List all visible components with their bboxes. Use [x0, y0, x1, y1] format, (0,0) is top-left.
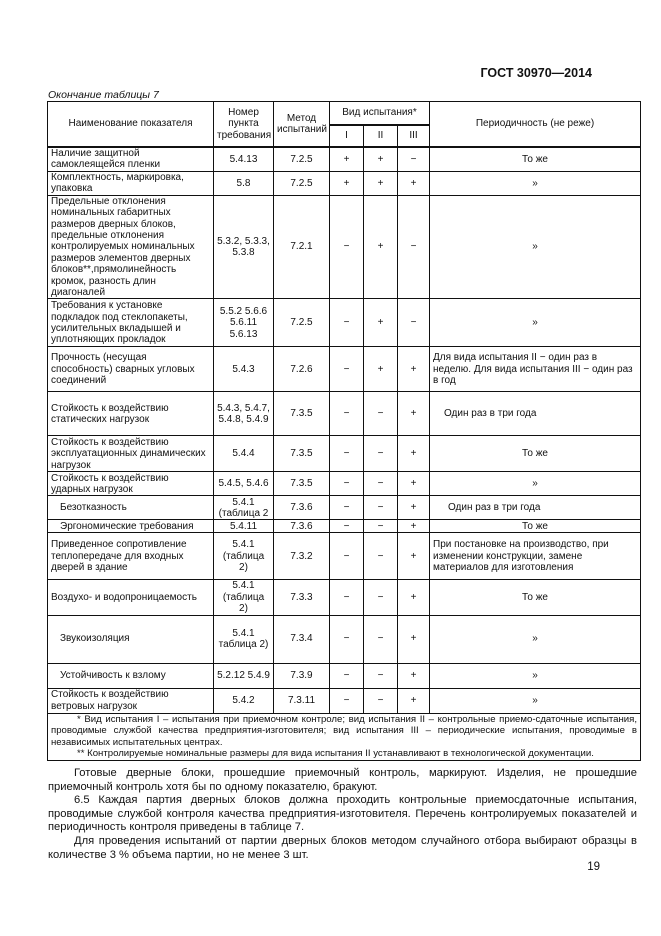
- cell-type-ii: −: [364, 436, 398, 472]
- cell-type-ii: +: [364, 147, 398, 171]
- cell-method: 7.3.6: [274, 520, 330, 533]
- cell-type-i: +: [330, 147, 364, 171]
- header-method: Метод испытаний: [274, 102, 330, 148]
- cell-type-i: −: [330, 496, 364, 520]
- cell-clause: 5.4.3, 5.4.7, 5.4.8, 5.4.9: [214, 392, 274, 436]
- cell-type-ii: −: [364, 615, 398, 663]
- cell-type-i: −: [330, 615, 364, 663]
- cell-type-i: −: [330, 195, 364, 299]
- cell-name: Комплектность, маркировка, упаковка: [48, 171, 214, 195]
- cell-periodicity: То же: [430, 436, 641, 472]
- table-7: [47, 101, 641, 761]
- cell-name: Прочность (несущая способность) сварных угловых соединений: [48, 347, 214, 392]
- cell-type-iii: −: [398, 195, 430, 299]
- cell-periodicity: »: [430, 195, 641, 299]
- cell-type-ii: −: [364, 496, 398, 520]
- cell-method: 7.2.6: [274, 347, 330, 392]
- cell-clause: 5.4.1 (таблица 2): [214, 533, 274, 580]
- header-name: Наименование показателя: [48, 102, 214, 148]
- cell-method: 7.3.5: [274, 436, 330, 472]
- cell-method: 7.3.4: [274, 615, 330, 663]
- cell-periodicity: »: [430, 688, 641, 713]
- cell-periodicity: »: [430, 663, 641, 688]
- cell-type-i: +: [330, 171, 364, 195]
- body-text: [48, 767, 637, 862]
- table-row: [48, 615, 641, 663]
- table-row: [48, 171, 641, 195]
- cell-name: Наличие защитной самоклеящейся пленки: [48, 147, 214, 171]
- cell-periodicity: »: [430, 472, 641, 496]
- note-nominal-sizes: ** Контролируемые номинальные размеры для вида испытания II устанавливают в технологической документации.: [77, 748, 594, 760]
- cell-clause: 5.4.1 (таблица 2: [214, 496, 274, 520]
- cell-method: 7.3.2: [274, 533, 330, 580]
- cell-method: 7.2.5: [274, 171, 330, 195]
- cell-type-ii: −: [364, 520, 398, 533]
- cell-clause: 5.5.2 5.6.6 5.6.11 5.6.13: [214, 299, 274, 347]
- table-row: [48, 195, 641, 299]
- cell-method: 7.3.11: [274, 688, 330, 713]
- cell-name: Воздухо- и водопроницаемость: [48, 580, 214, 615]
- cell-periodicity: То же: [430, 520, 641, 533]
- cell-type-i: −: [330, 663, 364, 688]
- cell-type-i: −: [330, 436, 364, 472]
- cell-periodicity: То же: [430, 147, 641, 171]
- cell-periodicity: При постановке на производство, при изменении конструкции, замене материалов для изготовления: [430, 533, 641, 580]
- cell-type-iii: +: [398, 533, 430, 580]
- cell-clause: 5.4.2: [214, 688, 274, 713]
- cell-type-ii: −: [364, 533, 398, 580]
- cell-type-ii: −: [364, 688, 398, 713]
- cell-name: Стойкость к воздействию ударных нагрузок: [48, 472, 214, 496]
- table-row: [48, 688, 641, 713]
- cell-type-iii: +: [398, 688, 430, 713]
- cell-type-ii: −: [364, 663, 398, 688]
- standard-number: ГОСТ 30970—2014: [480, 66, 592, 80]
- cell-name: Предельные отклонения номинальных габаритных размеров дверных блоков, предельные отклонения контролируемых номинальных размеров элементов дверных блоков**,прямолинейность кромок, разность длин диагоналей: [48, 195, 214, 299]
- table-row: [48, 520, 641, 533]
- cell-clause: 5.4.4: [214, 436, 274, 472]
- table-row: [48, 663, 641, 688]
- cell-name: Стойкость к воздействию ветровых нагрузок: [48, 688, 214, 713]
- table-caption: Окончание таблицы 7: [48, 89, 159, 101]
- cell-type-iii: +: [398, 392, 430, 436]
- cell-type-iii: +: [398, 472, 430, 496]
- cell-name: Безотказность: [48, 496, 214, 520]
- cell-type-i: −: [330, 472, 364, 496]
- header-type-ii: II: [364, 125, 398, 147]
- cell-periodicity: Для вида испытания II − один раз в неделю. Для вида испытания III − один раз в год: [430, 347, 641, 392]
- cell-clause: 5.4.11: [214, 520, 274, 533]
- cell-method: 7.3.9: [274, 663, 330, 688]
- table-row: [48, 147, 641, 171]
- cell-name: Устойчивость к взлому: [48, 663, 214, 688]
- cell-name: Эргономические требования: [48, 520, 214, 533]
- cell-type-iii: +: [398, 171, 430, 195]
- cell-method: 7.2.5: [274, 299, 330, 347]
- paragraph: Для проведения испытаний от партии дверных блоков методом случайного отбора выбирают образцы в количестве 3 % объема партии, но не менее 3 шт.: [48, 834, 637, 861]
- cell-clause: 5.4.1 (таблица 2): [214, 580, 274, 615]
- cell-type-ii: −: [364, 472, 398, 496]
- cell-method: 7.2.5: [274, 147, 330, 171]
- cell-method: 7.3.3: [274, 580, 330, 615]
- cell-type-ii: −: [364, 392, 398, 436]
- cell-clause: 5.4.5, 5.4.6: [214, 472, 274, 496]
- cell-type-iii: −: [398, 299, 430, 347]
- header-clause: Номер пункта требования: [214, 102, 274, 148]
- header-type-iii: III: [398, 125, 430, 147]
- cell-name: Приведенное сопротивление теплопередаче для входных дверей в здание: [48, 533, 214, 580]
- cell-clause: 5.4.13: [214, 147, 274, 171]
- cell-method: 7.3.5: [274, 472, 330, 496]
- cell-name: Звукоизоляция: [48, 615, 214, 663]
- cell-type-ii: −: [364, 580, 398, 615]
- cell-type-ii: +: [364, 195, 398, 299]
- cell-type-i: −: [330, 347, 364, 392]
- cell-type-i: −: [330, 580, 364, 615]
- cell-type-ii: +: [364, 347, 398, 392]
- table-row: [48, 299, 641, 347]
- header-type-i: I: [330, 125, 364, 147]
- cell-type-iii: −: [398, 147, 430, 171]
- cell-type-iii: +: [398, 436, 430, 472]
- header-test-types: Вид испытания*: [330, 102, 430, 126]
- cell-type-iii: +: [398, 496, 430, 520]
- cell-periodicity: »: [430, 615, 641, 663]
- cell-type-i: −: [330, 533, 364, 580]
- cell-method: 7.3.5: [274, 392, 330, 436]
- cell-name: Стойкость к воздействию статических нагрузок: [48, 392, 214, 436]
- cell-type-iii: +: [398, 347, 430, 392]
- table-row: [48, 580, 641, 615]
- cell-name: Стойкость к воздействию эксплуатационных динамических нагрузок: [48, 436, 214, 472]
- cell-type-iii: +: [398, 520, 430, 533]
- cell-periodicity: Один раз в три года: [430, 496, 641, 520]
- cell-periodicity: »: [430, 299, 641, 347]
- cell-type-iii: +: [398, 663, 430, 688]
- header-periodicity: Периодичность (не реже): [430, 102, 641, 148]
- cell-type-i: −: [330, 392, 364, 436]
- table-row: [48, 496, 641, 520]
- cell-clause: 5.8: [214, 171, 274, 195]
- cell-method: 7.2.1: [274, 195, 330, 299]
- paragraph: 6.5 Каждая партия дверных блоков должна проходить контрольные приемосдаточные испытания, проводимые службой контроля качества предприятия-изготовителя. Перечень контролируемых показателей и периодичность контроля приведены в таблице 7.: [48, 794, 637, 834]
- cell-type-ii: +: [364, 299, 398, 347]
- cell-method: 7.3.6: [274, 496, 330, 520]
- cell-clause: 5.3.2, 5.3.3, 5.3.8: [214, 195, 274, 299]
- table-row: [48, 436, 641, 472]
- cell-type-iii: +: [398, 580, 430, 615]
- table-row: [48, 392, 641, 436]
- cell-type-iii: +: [398, 615, 430, 663]
- table-notes: [48, 713, 641, 760]
- cell-periodicity: То же: [430, 580, 641, 615]
- table-row: [48, 472, 641, 496]
- cell-periodicity: »: [430, 171, 641, 195]
- table-notes-row: [48, 713, 641, 760]
- table-row: [48, 533, 641, 580]
- cell-clause: 5.2.12 5.4.9: [214, 663, 274, 688]
- note-test-types: * Вид испытания I – испытания при приемочном контроле; вид испытания II – контрольные приемо-сдаточные испытания, проводимые службой качества предприятия-изготовителя; вид испытания III – периодические испытания, проводимые в независимых испытательных центрах.: [51, 713, 637, 748]
- cell-type-i: −: [330, 299, 364, 347]
- page-number: 19: [587, 861, 600, 873]
- cell-type-i: −: [330, 520, 364, 533]
- cell-type-ii: +: [364, 171, 398, 195]
- table-row: [48, 347, 641, 392]
- cell-name: Требования к установке подкладок под стеклопакеты, усилительных вкладышей и уплотняющих прокладок: [48, 299, 214, 347]
- cell-type-i: −: [330, 688, 364, 713]
- cell-clause: 5.4.1 таблица 2): [214, 615, 274, 663]
- paragraph: Готовые дверные блоки, прошедшие приемочный контроль, маркируют. Изделия, не прошедшие приемочный контроль хотя бы по одному показателю, бракуют.: [48, 767, 637, 793]
- cell-clause: 5.4.3: [214, 347, 274, 392]
- cell-periodicity: Один раз в три года: [430, 392, 641, 436]
